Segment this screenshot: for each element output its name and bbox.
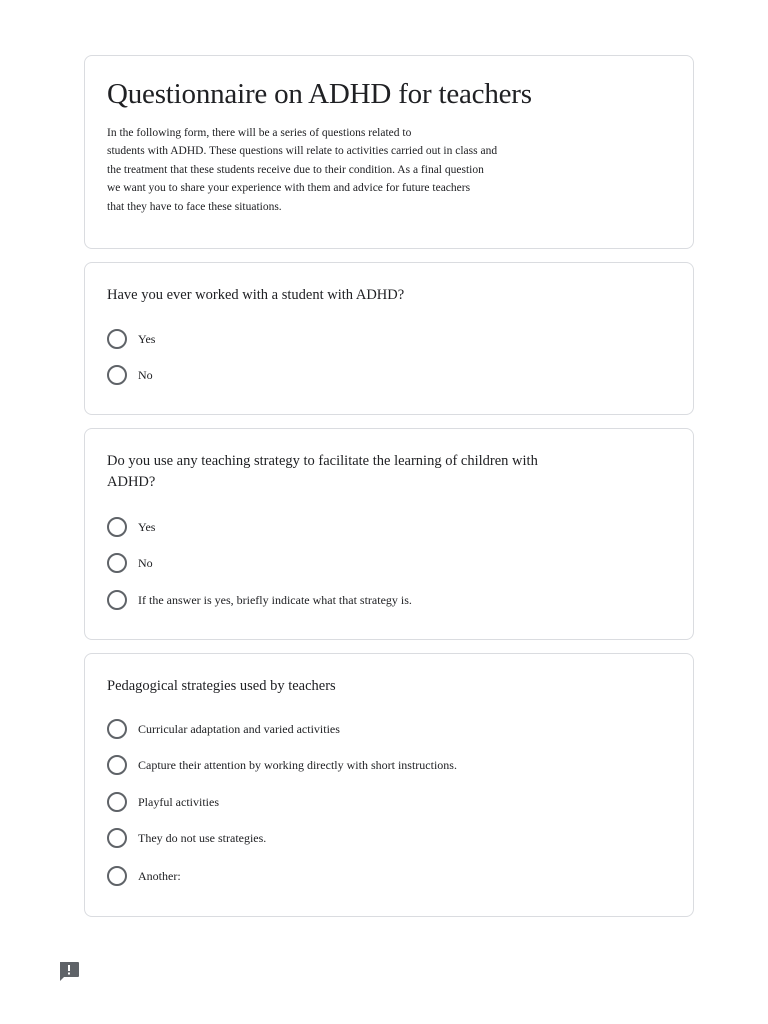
- form-description-line: In the following form, there will be a series of questions related to: [107, 127, 412, 139]
- radio-button[interactable]: [107, 329, 127, 349]
- radio-button[interactable]: [107, 590, 127, 610]
- question-card-worked-with-adhd: [84, 262, 694, 415]
- radio-option-another[interactable]: [107, 865, 181, 887]
- form-description-line: the treatment that these students receive due to their condition. As a final question: [107, 163, 484, 176]
- question-title: Pedagogical strategies used by teachers: [107, 678, 336, 694]
- radio-option-no[interactable]: [107, 364, 153, 386]
- option-label: No: [138, 555, 153, 570]
- option-label: Yes: [138, 519, 156, 534]
- question-title: Have you ever worked with a student with ADHD?: [107, 287, 405, 303]
- radio-option-indicate-strategy[interactable]: [107, 589, 412, 611]
- question-title: Do you use any teaching strategy to facilitate the learning of children with ADHD?: [107, 453, 538, 490]
- option-label: Another:: [138, 868, 181, 883]
- option-label: Curricular adaptation and varied activities: [138, 721, 340, 736]
- radio-option-no-strategies[interactable]: [107, 827, 266, 849]
- form-description-line: students with ADHD. These questions will relate to activities carried out in class and: [107, 145, 498, 158]
- form-header-card: [84, 55, 694, 249]
- radio-button[interactable]: [107, 517, 127, 537]
- radio-button[interactable]: [107, 365, 127, 385]
- radio-button[interactable]: [107, 719, 127, 739]
- form-description-line: that they have to face these situations.: [107, 200, 282, 213]
- radio-button[interactable]: [107, 553, 127, 573]
- radio-option-yes[interactable]: [107, 516, 155, 538]
- radio-button[interactable]: [107, 866, 127, 886]
- form-description: [107, 124, 547, 216]
- radio-option-playful-activities[interactable]: [107, 791, 219, 813]
- question-card-pedagogical-strategies: [84, 653, 694, 917]
- radio-button[interactable]: [107, 828, 127, 848]
- radio-option-curricular-adaptation[interactable]: [107, 718, 340, 740]
- form-description-line: we want you to share your experience with them and advice for future teachers: [107, 182, 471, 195]
- question-card-teaching-strategy: [84, 428, 694, 640]
- radio-option-capture-attention[interactable]: [107, 754, 457, 776]
- option-label: Capture their attention by working directly with short instructions.: [138, 757, 457, 772]
- radio-option-yes[interactable]: [107, 328, 155, 350]
- option-label: They do not use strategies.: [138, 830, 267, 845]
- form-title: Questionnaire on ADHD for teachers: [107, 78, 532, 110]
- option-label: Yes: [138, 331, 156, 346]
- radio-option-no[interactable]: [107, 552, 153, 574]
- radio-button[interactable]: [107, 792, 127, 812]
- radio-button[interactable]: [107, 755, 127, 775]
- option-label: Playful activities: [138, 794, 219, 809]
- option-label: If the answer is yes, briefly indicate what that strategy is.: [138, 592, 412, 607]
- option-label: No: [138, 367, 153, 382]
- feedback-icon[interactable]: [58, 961, 80, 983]
